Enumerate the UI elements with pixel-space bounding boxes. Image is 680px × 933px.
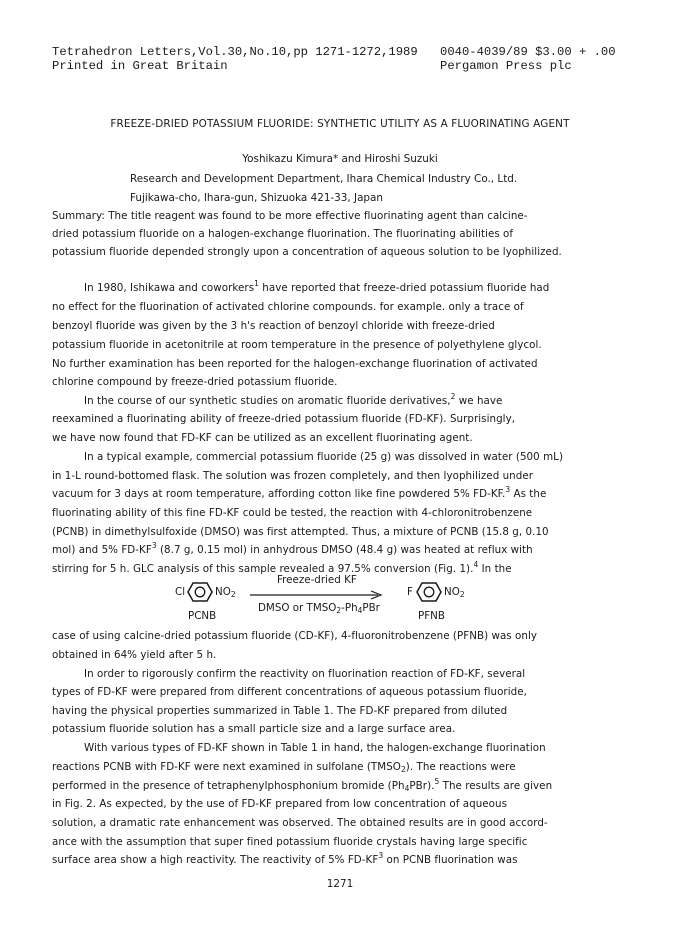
reagent-label: Freeze-dried KF — [277, 574, 357, 586]
body-line: potassium fluoride in acetonitrile at room temperature in the presence of polyethylene glycol. — [52, 339, 542, 351]
printed-note: Printed in Great Britain — [52, 59, 228, 73]
product-fluoro-label: F — [407, 586, 413, 598]
conditions-label: DMSO or $TMSO_2-Ph_4PBr$ — [258, 602, 380, 615]
article-title: FREEZE-DRIED POTASSIUM FLUORIDE: SYNTHETIC UTILITY AS A FLUORINATING AGENT — [110, 118, 570, 130]
authors: Yoshikazu Kimura* and Hiroshi Suzuki — [242, 153, 438, 165]
body-line: potassium fluoride solution has a small particle size and a large surface area. — [52, 723, 456, 735]
body-line: stirring for 5 h. GLC analysis of this sample revealed a 97.5% conversion (Fig. 1).$^4$ In the — [52, 560, 512, 575]
body-line: we have now found that FD-KF can be utilized as an excellent fluorinating agent. — [52, 432, 473, 444]
body-line: fluorinating ability of this fine FD-KF could be tested, the reaction with 4-chloronitrobenzene — [52, 507, 533, 519]
benzene-ring-icon — [187, 582, 213, 602]
publisher-name: Pergamon Press plc — [440, 59, 572, 73]
product-nitro-label: $NO_2$ — [444, 586, 465, 599]
body-line: having the physical properties summarized in Table 1. The FD-KF prepared from diluted — [52, 705, 508, 717]
reaction-arrow-icon — [250, 590, 385, 600]
body-line: surface area show a high reactivity. The reactivity of 5% $FD-KF^3$ on PCNB fluorination was — [52, 851, 518, 866]
affiliation-line-1: Research and Development Department, Ihara Chemical Industry Co., Ltd. — [130, 173, 518, 185]
journal-citation: Tetrahedron Letters,Vol.30,No.10,pp 1271-1272,1989 — [52, 45, 418, 59]
summary-line: Summary: The title reagent was found to be more effective fluorinating agent than calcine- — [52, 210, 528, 222]
reactant-name: PCNB — [188, 610, 217, 622]
body-line: In order to rigorously confirm the reactivity on fluorination reaction of FD-KF, several — [84, 668, 526, 680]
body-line: in 1-L round-bottomed flask. The solution was frozen completely, and then lyophilized under — [52, 470, 534, 482]
body-line: types of FD-KF were prepared from different concentrations of aqueous potassium fluoride, — [52, 686, 527, 698]
publisher-header — [440, 45, 616, 73]
body-line: (PCNB) in dimethylsulfoxide (DMSO) was first attempted. Thus, a mixture of PCNB (15.8 g, 0.10 — [52, 526, 549, 538]
summary-line: potassium fluoride depended strongly upon a concentration of aqueous solution to be lyophilized. — [52, 246, 562, 258]
affiliation-line-2: Fujikawa-cho, Ihara-gun, Shizuoka 421-33, Japan — [130, 192, 383, 204]
body-line: case of using calcine-dried potassium fluoride (CD-KF), 4-fluoronitrobenzene (PFNB) was only — [52, 630, 538, 642]
body-line: benzoyl fluoride was given by the 3 h's reaction of benzoyl chloride with freeze-dried — [52, 320, 495, 332]
body-line: performed in the presence of tetraphenylphosphonium bromide $(Ph_4PBr).^5$ The results are given — [52, 777, 553, 793]
body-line: obtained in 64% yield after 5 h. — [52, 649, 217, 661]
body-line: In the course of our synthetic studies on aromatic fluoride derivatives,$^2$ we have — [84, 392, 503, 407]
journal-header — [52, 45, 418, 73]
benzene-ring-icon — [416, 582, 442, 602]
body-line: no effect for the fluorination of activated chlorine compounds. for example. only a trace of — [52, 301, 524, 313]
summary-line: dried potassium fluoride on a halogen-exchange fluorination. The fluorinating abilities of — [52, 228, 514, 240]
body-line: mol) and 5% $FD-KF^3$ (8.7 g, 0.15 mol) in anhydrous DMSO (48.4 g) was heated at reflux with — [52, 541, 533, 556]
body-line: solution, a dramatic rate enhancement was observed. The obtained results are in good accord- — [52, 817, 548, 829]
body-line: chlorine compound by freeze-dried potassium fluoride. — [52, 376, 338, 388]
body-line: In a typical example, commercial potassium fluoride (25 g) was dissolved in water (500 mL) — [84, 451, 564, 463]
body-line: With various types of FD-KF shown in Table 1 in hand, the halogen-exchange fluorination — [84, 742, 546, 754]
article-code: 0040-4039/89 $3.00 + .00 — [440, 45, 616, 59]
reactant-nitro-label: $NO_2$ — [215, 586, 236, 599]
body-line: vacuum for 3 days at room temperature, affording cotton like fine powdered 5% FD-KF.$^3$ As the — [52, 485, 547, 500]
body-line: reexamined a fluorinating ability of freeze-dried potassium fluoride (FD-KF). Surprisingly, — [52, 413, 516, 425]
reactant-chloro-label: Cl — [175, 586, 186, 598]
body-line: ance with the assumption that super fined potassium fluoride crystals having large specific — [52, 836, 528, 848]
product-name: PFNB — [418, 610, 445, 622]
body-line: reactions PCNB with FD-KF were next examined in sulfolane $(TMSO_2)$. The reactions were — [52, 761, 516, 774]
page-number: 1271 — [326, 878, 354, 890]
body-line: in Fig. 2. As expected, by the use of FD-KF prepared from low concentration of aqueous — [52, 798, 508, 810]
body-line: No further examination has been reported for the halogen-exchange fluorination of activated — [52, 358, 538, 370]
body-line: In 1980, Ishikawa and coworkers$^1$ have reported that freeze-dried potassium fluoride had — [84, 279, 550, 294]
